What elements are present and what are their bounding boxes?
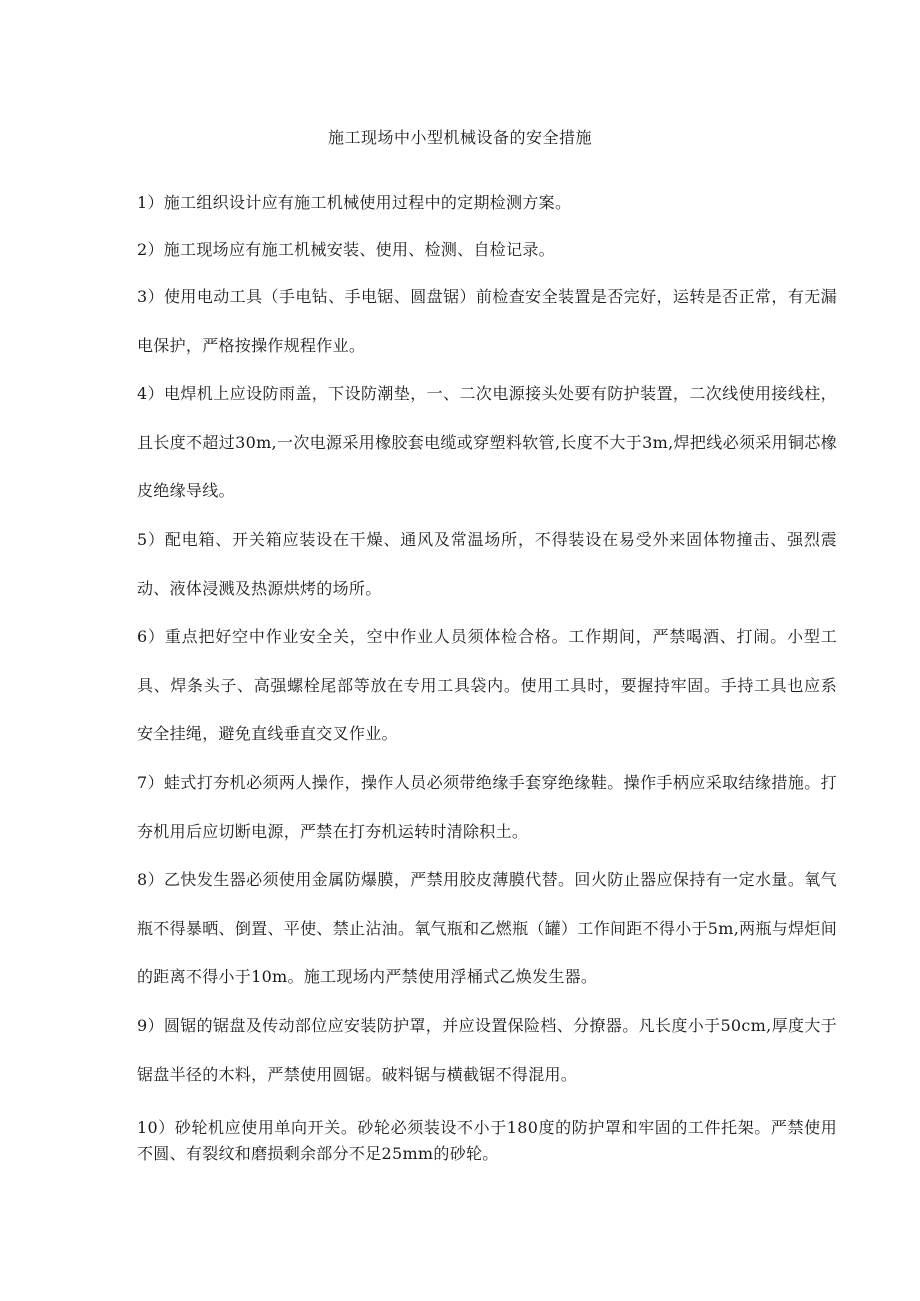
safety-item-9: 9）圆锯的锯盘及传动部位应安装防护罩，并应设置保险档、分撩器。凡长度小于50cm,厚度大于锯盘半径的木料，严禁使用圆锯。破料锯与横截锯不得混用。 xyxy=(137,1016,837,1084)
safety-item-5: 5）配电箱、开关箱应装设在干燥、通风及常温场所，不得装设在易受外来固体物撞击、强烈震动、液体浸溅及热源烘烤的场所。 xyxy=(137,530,837,598)
document-title: 施工现场中小型机械设备的安全措施 xyxy=(327,128,592,147)
safety-item-7: 7）蛙式打夯机必须两人操作，操作人员必须带绝缘手套穿绝缘鞋。操作手柄应采取结缘措施。打夯机用后应切断电源，严禁在打夯机运转时清除积土。 xyxy=(137,773,837,841)
safety-item-1: 1）施工组织设计应有施工机械使用过程中的定期检测方案。 xyxy=(137,193,572,212)
safety-item-8: 8）乙快发生器必须使用金属防爆膜，严禁用胶皮薄膜代替。回火防止器应保持有一定水量。氧气瓶不得暴晒、倒置、平使、禁止沾油。氧气瓶和乙燃瓶（罐）工作间距不得小于5m,两瓶与焊炬间的距离不得小于10m。施工现场内严禁使用浮桶式乙焕发生器。 xyxy=(137,870,837,986)
safety-item-4: 4）电焊机上应设防雨盖，下设防潮垫，一、二次电源接头处要有防护装置，二次线使用接线柱，且长度不超过30m,一次电源采用橡胶套电缆或穿塑料软管,长度不大于3m,焊把线必须采用铜芯橡皮绝缘导线。 xyxy=(137,384,837,500)
safety-item-2: 2）施工现场应有施工机械安装、使用、检测、自检记录。 xyxy=(137,240,555,259)
safety-item-10: 10）砂轮机应使用单向开关。砂轮必须装设不小于180度的防护罩和牢固的工件托架。严禁使用不圆、有裂纹和磨损剩余部分不足25mm的砂轮。 xyxy=(137,1118,837,1163)
safety-item-3: 3）使用电动工具（手电钻、手电锯、圆盘锯）前检查安全装置是否完好，运转是否正常，有无漏电保护，严格按操作规程作业。 xyxy=(137,287,837,355)
safety-item-6: 6）重点把好空中作业安全关，空中作业人员须体检合格。工作期间，严禁喝酒、打闹。小型工具、焊条头子、高强螺栓尾部等放在专用工具袋内。使用工具时，要握持牢固。手持工具也应系安全挂绳，避免直线垂直交叉作业。 xyxy=(137,627,837,743)
